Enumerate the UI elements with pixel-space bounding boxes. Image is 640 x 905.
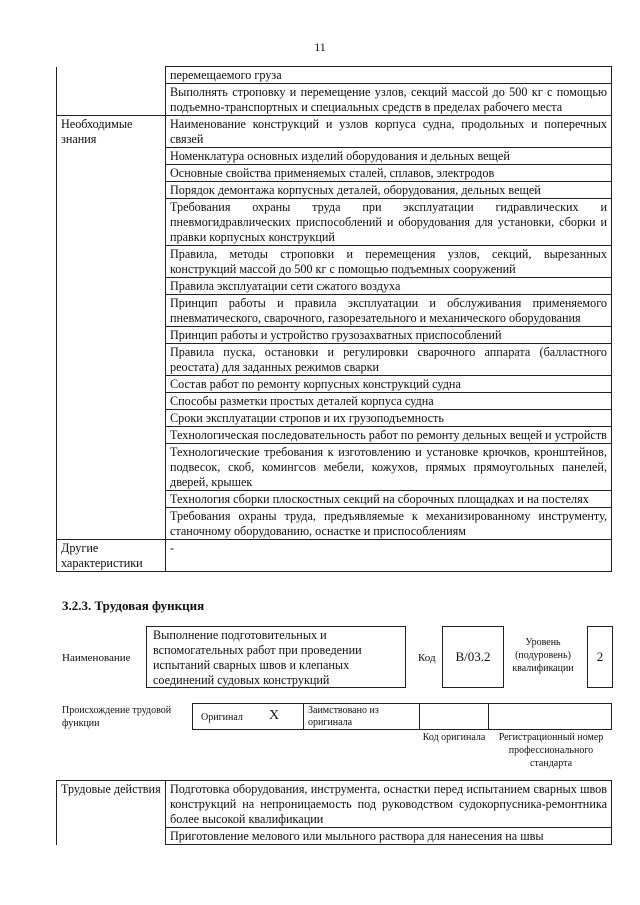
row-text: Номенклатура основных изделий оборудования и дельных вещей <box>166 148 612 165</box>
row-text: Способы разметки простых деталей корпуса судна <box>166 393 612 410</box>
row-text: Правила эксплуатации сети сжатого воздуха <box>166 278 612 295</box>
row-text: Выполнять строповку и перемещение узлов, секций массой до 500 кг с помощью подъемно-транспортных и специальных средств в пределах рабочего места <box>166 84 612 116</box>
row-label <box>57 393 166 410</box>
function-code-box: B/03.2 <box>442 626 504 688</box>
row-label: Другие характеристики <box>57 540 166 572</box>
row-label <box>57 491 166 508</box>
table-row <box>57 295 612 327</box>
level-value-box: 2 <box>587 626 613 688</box>
table-row <box>57 491 612 508</box>
row-text: Технологическая последовательность работ по ремонту дельных вещей и устройств <box>166 427 612 444</box>
table-row <box>57 427 612 444</box>
requirements-table <box>56 66 612 572</box>
table-row <box>57 393 612 410</box>
original-text: Оригинал <box>201 712 243 723</box>
table-row <box>57 278 612 295</box>
row-label <box>57 148 166 165</box>
origin-label: Происхождение трудовой функции <box>62 705 172 729</box>
row-text: Приготовление мелового или мыльного раствора для нанесения на швы <box>166 828 612 845</box>
row-label <box>57 410 166 427</box>
table-row <box>57 508 612 540</box>
page-number: 11 <box>314 40 326 54</box>
table-row <box>57 182 612 199</box>
row-text: Правила пуска, остановки и регулировки сварочного аппарата (балластного реостата) для заданных режимов сварки <box>166 344 612 376</box>
row-text: Порядок демонтажа корпусных деталей, оборудования, дельных вещей <box>166 182 612 199</box>
row-label <box>57 295 166 327</box>
row-text: Принцип работы и устройство грузозахватных приспособлений <box>166 327 612 344</box>
row-label <box>57 246 166 278</box>
origin-original-cell <box>192 703 304 730</box>
origin-reg-cell <box>488 703 612 730</box>
origin-borrowed-cell: Заимствовано из оригинала <box>303 703 420 730</box>
row-text: Требования охраны труда, предъявляемые к механизированному инструменту, станочному оборудованию, оснастке и приспособлениям <box>166 508 612 540</box>
origin-code-cell <box>419 703 489 730</box>
row-label <box>57 508 166 540</box>
row-label <box>57 67 166 84</box>
row-label: Необходимые знания <box>57 116 166 148</box>
table-row <box>57 246 612 278</box>
row-label <box>57 344 166 376</box>
row-text: Правила, методы строповки и перемещения узлов, секций, вырезанных конструкций массой до 500 кг с помощью подъемных сооружений <box>166 246 612 278</box>
table-row <box>57 165 612 182</box>
row-text: Подготовка оборудования, инструмента, оснастки перед испытанием сварных швов конструкций на непроницаемость под руководством судокорпусника-ремонтника более высокой квалификации <box>166 781 612 828</box>
table-row <box>57 410 612 427</box>
table-row <box>57 540 612 572</box>
row-text: - <box>166 540 612 572</box>
code-label: Код <box>418 652 436 664</box>
row-text: Наименование конструкций и узлов корпуса судна, продольных и поперечных связей <box>166 116 612 148</box>
row-text: перемещаемого груза <box>166 67 612 84</box>
row-label <box>57 199 166 246</box>
row-label <box>57 327 166 344</box>
level-label: Уровень (подуровень) квалификации <box>512 637 574 674</box>
row-text: Состав работ по ремонту корпусных конструкций судна <box>166 376 612 393</box>
function-name-box: Выполнение подготовительных и вспомогательных работ при проведении испытаний сварных швов и клепаных соединений судовых конструкций <box>146 626 406 688</box>
row-label <box>57 165 166 182</box>
original-mark: X <box>269 708 280 723</box>
table-row <box>57 444 612 491</box>
row-label <box>57 444 166 491</box>
table-row <box>57 781 612 828</box>
row-label <box>57 427 166 444</box>
table-row <box>57 199 612 246</box>
row-text: Технология сборки плоскостных секций на сборочных площадках и на постелях <box>166 491 612 508</box>
code-caption: Код оригинала <box>422 732 486 743</box>
table-row <box>57 67 612 84</box>
table-row <box>57 116 612 148</box>
table-row <box>57 84 612 116</box>
table-row <box>57 828 612 845</box>
row-text: Основные свойства применяемых сталей, сплавов, электродов <box>166 165 612 182</box>
table-row <box>57 148 612 165</box>
row-label <box>57 84 166 116</box>
row-text: Принцип работы и правила эксплуатации и обслуживания применяемого пневматического, сварочного, газорезательного и механического оборудования <box>166 295 612 327</box>
actions-table <box>56 780 612 845</box>
reg-caption: Регистрационный номер профессионального стандарта <box>498 732 604 769</box>
row-text: Технологические требования к изготовлению и установке крючков, кронштейнов, подвесок, скоб, комингсов мебели, кожухов, прямых прямоугольных панелей, дверей, крышек <box>166 444 612 491</box>
row-label <box>57 828 166 845</box>
row-label <box>57 182 166 199</box>
row-label <box>57 376 166 393</box>
section-heading: 3.2.3. Трудовая функция <box>62 598 205 613</box>
table-row <box>57 344 612 376</box>
row-label <box>57 278 166 295</box>
table-row <box>57 327 612 344</box>
table-row <box>57 376 612 393</box>
row-label: Трудовые действия <box>57 781 166 828</box>
row-text: Требования охраны труда при эксплуатации гидравлических и пневмогидравлических приспособлений и оборудования для установки, сборки и правки корпусных конструкций <box>166 199 612 246</box>
row-text: Сроки эксплуатации стропов и их грузоподъемность <box>166 410 612 427</box>
name-label: Наименование <box>62 652 131 664</box>
